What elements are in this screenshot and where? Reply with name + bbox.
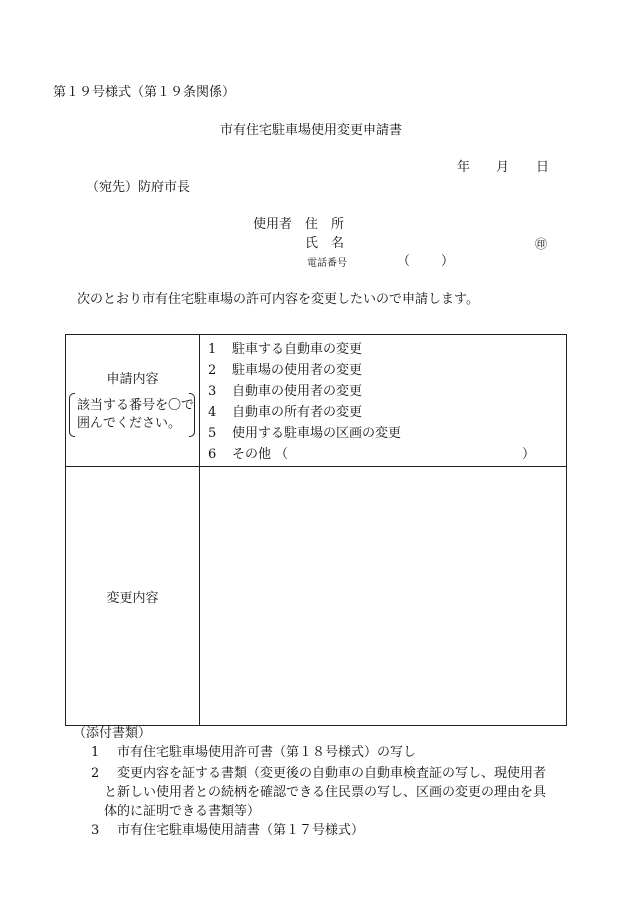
option-text: 使用する駐車場の区画の変更 <box>232 426 402 441</box>
instruction-line-1: 該当する番号を〇で <box>77 398 195 413</box>
attachment-number: 2 <box>91 766 100 781</box>
request-row <box>66 335 567 467</box>
bracket-left <box>69 393 75 437</box>
tel-paren-close: ） <box>441 254 455 269</box>
request-label-cell <box>66 335 200 467</box>
date-day-label: 日 <box>536 160 550 175</box>
options-cell <box>200 335 567 467</box>
applicant-label: 使用者 <box>253 217 293 232</box>
attachment-number: 1 <box>91 745 100 760</box>
option-number: 6 <box>208 447 217 462</box>
address-label: 住 所 <box>305 217 345 232</box>
date-year-label: 年 <box>457 160 471 175</box>
option-item[interactable] <box>208 423 566 444</box>
option-number: 3 <box>208 384 217 399</box>
attachments-heading: （添付書類） <box>73 726 152 741</box>
option-text: 駐車場の使用者の変更 <box>232 363 363 378</box>
form-number: 第１９号様式（第１９条関係） <box>53 85 236 100</box>
options-list <box>200 335 566 465</box>
option-text: 自動車の所有者の変更 <box>232 405 363 420</box>
attachment-text-cont: と新しい使用者との続柄を確認できる住民票の写し、区画の変更の理由を具 <box>104 785 547 800</box>
option-number: 4 <box>208 405 217 420</box>
instruction-text <box>77 397 194 433</box>
option-number: 2 <box>208 363 217 378</box>
attachment-text: 市有住宅駐車場使用許可書（第１８号様式）の写し <box>117 745 417 760</box>
seal-mark: ㊞ <box>535 237 548 251</box>
change-label-cell <box>66 467 200 726</box>
other-paren-open: （ <box>275 447 289 462</box>
addressee: （宛先）防府市長 <box>86 180 191 195</box>
option-text: その他 <box>232 447 272 462</box>
other-paren-close: ） <box>522 447 536 462</box>
document-title: 市有住宅駐車場使用変更申請書 <box>220 123 403 138</box>
option-number: 5 <box>208 426 217 441</box>
instruction-bracket <box>69 393 195 437</box>
name-label: 氏 名 <box>305 236 345 251</box>
tel-paren-open: （ <box>397 254 411 269</box>
option-item-other[interactable] <box>208 444 566 465</box>
option-item[interactable] <box>208 402 566 423</box>
attachment-item <box>91 766 546 782</box>
attachment-text: 変更内容を証する書類（変更後の自動車の自動車検査証の写し、現使用者 <box>117 766 547 781</box>
application-table <box>65 334 567 726</box>
option-item[interactable] <box>208 381 566 402</box>
intro-text: 次のとおり市有住宅駐車場の許可内容を変更したいので申請します。 <box>77 292 479 307</box>
attachment-text-cont: 体的に証明できる書類等） <box>104 804 261 819</box>
option-number: 1 <box>208 342 217 357</box>
option-item[interactable] <box>208 339 566 360</box>
instruction-line-2: 囲んでください。 <box>77 416 182 431</box>
attachment-item <box>91 823 364 839</box>
change-row <box>66 467 567 726</box>
attachment-number: 3 <box>91 823 100 838</box>
attachment-item <box>91 745 416 761</box>
change-label: 変更内容 <box>106 590 159 606</box>
attachment-text: 市有住宅駐車場使用請書（第１７号様式） <box>117 823 365 838</box>
change-content-field[interactable] <box>200 467 567 726</box>
tel-label: 電話番号 <box>307 258 347 269</box>
date-month-label: 月 <box>496 160 510 175</box>
option-text: 駐車する自動車の変更 <box>232 342 363 357</box>
option-item[interactable] <box>208 360 566 381</box>
request-label: 申請内容 <box>106 372 159 387</box>
option-text: 自動車の使用者の変更 <box>232 384 363 399</box>
